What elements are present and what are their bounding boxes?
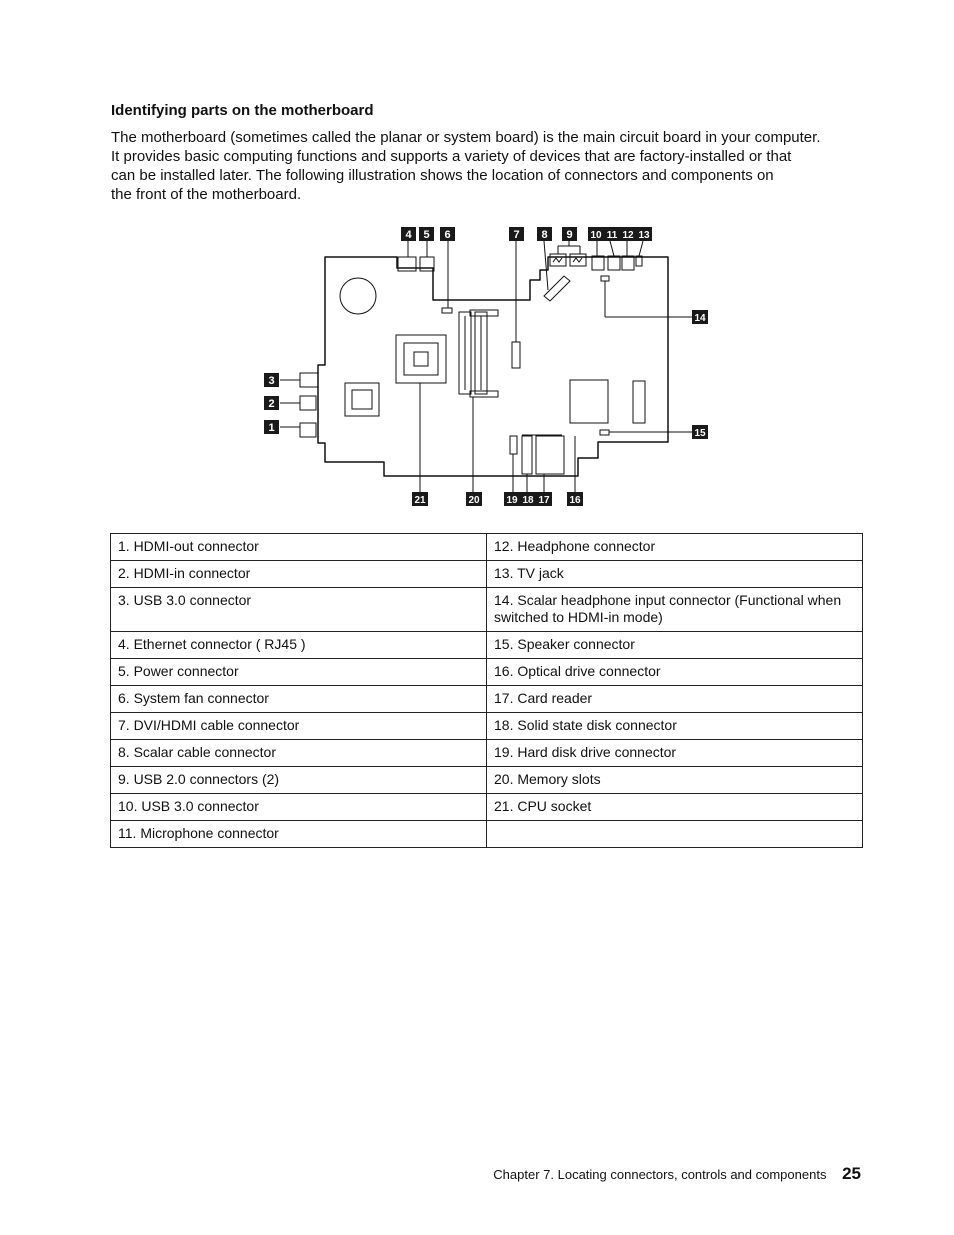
power-port [420,257,434,271]
scalar-chip [570,380,608,423]
intro-line: the front of the motherboard. [111,186,302,203]
table-cell [487,821,863,848]
motherboard-diagram [250,222,720,514]
callout-tags [264,227,708,506]
callout-13: 13 [638,230,650,241]
table-row [111,821,863,848]
usb3-port [300,373,318,387]
intro-line: The motherboard (sometimes called the planar or system board) is the main circuit board in your computer. [111,129,821,146]
table-row [111,659,863,686]
callout-2: 2 [268,398,275,410]
callout-18: 18 [522,495,534,506]
table-cell: 7. DVI/HDMI cable connector [111,713,487,740]
table-cell: 10. USB 3.0 connector [111,794,487,821]
table-cell: 6. System fan connector [111,686,487,713]
hdd-connector [510,436,517,454]
table-cell: 15. Speaker connector [487,632,863,659]
table-cell: 8. Scalar cable connector [111,740,487,767]
table-row [111,534,863,561]
section-heading: Identifying parts on the motherboard [111,102,374,119]
table-cell: 5. Power connector [111,659,487,686]
table-row [111,767,863,794]
page-number: 25 [842,1164,861,1183]
table-cell: 21. CPU socket [487,794,863,821]
usb3-connector [592,256,604,270]
callout-8: 8 [541,229,548,241]
table-cell: 14. Scalar headphone input connector (Functional when switched to HDMI-in mode) [487,588,863,632]
callout-7: 7 [513,229,520,241]
callout-3: 3 [268,375,275,387]
hdmi-out-port [300,423,316,437]
capacitor [340,278,376,314]
table-cell: 9. USB 2.0 connectors (2) [111,767,487,794]
intro-paragraph [111,128,871,204]
page-footer [493,1164,861,1184]
callout-14: 14 [694,313,706,324]
table-cell: 19. Hard disk drive connector [487,740,863,767]
table-cell: 18. Solid state disk connector [487,713,863,740]
callout-20: 20 [468,495,480,506]
table-row [111,794,863,821]
callout-15: 15 [694,428,706,439]
table-cell: 3. USB 3.0 connector [111,588,487,632]
table-cell: 13. TV jack [487,561,863,588]
callout-4: 4 [405,229,412,241]
headphone-connector [622,256,634,270]
intro-line: can be installed later. The following illustration shows the location of connectors and components on [111,167,774,184]
board-outline [318,257,668,476]
fan-connector [442,308,452,313]
table-cell: 16. Optical drive connector [487,659,863,686]
table-row [111,713,863,740]
mic-connector [608,256,620,270]
table-row [111,686,863,713]
hdmi-in-port [300,396,316,410]
intro-line: It provides basic computing functions and supports a variety of devices that are factory-installed or that [111,148,792,165]
table-row [111,740,863,767]
table-cell: 20. Memory slots [487,767,863,794]
slot-component [633,381,645,423]
callout-1: 1 [268,422,275,434]
ethernet-port [398,257,416,271]
dvi-connector [512,342,520,368]
table-cell: 2. HDMI-in connector [111,561,487,588]
chipset [345,383,379,416]
callout-9: 9 [566,229,573,241]
motherboard-illustration [250,222,720,514]
callout-5: 5 [423,229,430,241]
callout-10: 10 [590,230,602,241]
table-row [111,561,863,588]
callout-12: 12 [622,230,634,241]
table-row [111,588,863,632]
scalar-headphone-connector [601,276,609,281]
callout-6: 6 [444,229,451,241]
table-cell: 17. Card reader [487,686,863,713]
callout-11: 11 [606,230,618,241]
callout-19: 19 [506,495,518,506]
callout-16: 16 [569,495,581,506]
chapter-title: Chapter 7. Locating connectors, controls and components [493,1167,827,1182]
table-cell: 11. Microphone connector [111,821,487,848]
table-cell: 12. Headphone connector [487,534,863,561]
ssd-connector [522,436,532,474]
callout-17: 17 [538,495,550,506]
callout-21: 21 [414,495,426,506]
table-cell: 1. HDMI-out connector [111,534,487,561]
speaker-connector [600,430,609,435]
table-cell: 4. Ethernet connector ( RJ45 ) [111,632,487,659]
card-reader [536,436,564,474]
parts-table [110,533,863,848]
table-row [111,632,863,659]
